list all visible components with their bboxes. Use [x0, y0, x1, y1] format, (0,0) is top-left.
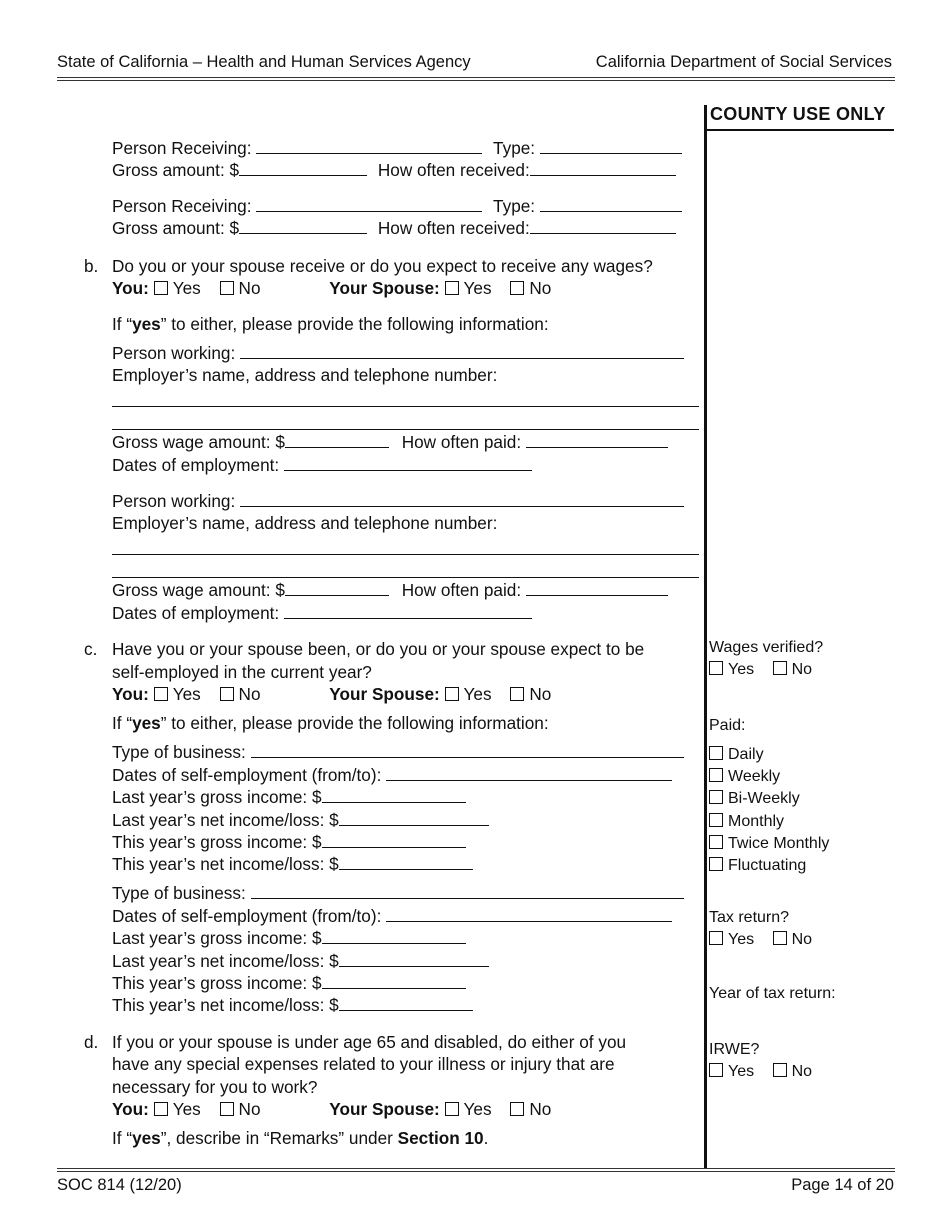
year-of-tax-return-label: Year of tax return:: [709, 985, 836, 1002]
gross-amount-field-1[interactable]: [239, 159, 367, 176]
this-gross-field-1[interactable]: [322, 831, 466, 848]
person-receiving-field-1[interactable]: [256, 137, 482, 154]
paid-weekly: Weekly: [709, 766, 780, 788]
how-often-received-field-2[interactable]: [530, 217, 676, 234]
wages-verified-options: Yes No: [709, 659, 812, 681]
type-business-row-1: Type of business:: [112, 741, 684, 763]
question-d-line-3: necessary for you to work?: [112, 1077, 318, 1097]
how-often-paid-field-2[interactable]: [526, 579, 668, 596]
person-receiving-field-2[interactable]: [256, 195, 482, 212]
department-header: California Department of Social Services: [595, 53, 892, 71]
footer-rule: [57, 1168, 895, 1169]
question-d-letter: d.: [84, 1032, 99, 1052]
type-business-field-1[interactable]: [251, 741, 684, 758]
question-b-answers: You: Yes No Your Spouse: Yes No: [112, 278, 552, 298]
how-often-paid-field-1[interactable]: [526, 431, 668, 448]
question-c-instruction: If “yes” to either, please provide the following information:: [112, 713, 549, 733]
gross-wage-row-2: Gross wage amount: $ How often paid:: [112, 579, 668, 601]
employer-info-line-1a[interactable]: [112, 406, 699, 407]
irwe-label: IRWE?: [709, 1041, 760, 1058]
dates-self-employment-row-2: Dates of self-employment (from/to):: [112, 905, 672, 927]
this-gross-row-1: This year’s gross income: $: [112, 831, 466, 853]
header-rule-2: [57, 80, 895, 81]
last-net-row-1: Last year’s net income/loss: $: [112, 809, 489, 831]
question-d-instruction: If “yes”, describe in “Remarks” under Section 10.: [112, 1128, 489, 1148]
paid-fluctuating-checkbox[interactable]: [709, 857, 723, 871]
b-you-yes-checkbox[interactable]: [154, 281, 168, 295]
dates-employment-row-2: Dates of employment:: [112, 602, 532, 624]
gross-wage-row-1: Gross wage amount: $ How often paid:: [112, 431, 668, 453]
last-net-field-2[interactable]: [339, 950, 489, 967]
this-net-field-1[interactable]: [339, 853, 473, 870]
c-spouse-yes-checkbox[interactable]: [445, 687, 459, 701]
tax-return-no-checkbox[interactable]: [773, 931, 787, 945]
dates-employment-field-2[interactable]: [284, 602, 532, 619]
question-b-text: Do you or your spouse receive or do you expect to receive any wages?: [112, 256, 653, 276]
dates-employment-row-1: Dates of employment:: [112, 454, 532, 476]
form-id: SOC 814 (12/20): [57, 1176, 182, 1194]
gross-amount-field-2[interactable]: [239, 217, 367, 234]
this-net-row-1: This year’s net income/loss: $: [112, 853, 473, 875]
county-title-rule: [707, 129, 894, 131]
c-spouse-no-checkbox[interactable]: [510, 687, 524, 701]
question-c-letter: c.: [84, 639, 98, 659]
county-use-title: COUNTY USE ONLY: [710, 104, 886, 124]
gross-wage-field-2[interactable]: [285, 579, 389, 596]
question-b-instruction: If “yes” to either, please provide the following information:: [112, 314, 549, 334]
question-d-line-1: If you or your spouse is under age 65 and disabled, do either of you: [112, 1032, 627, 1052]
employer-info-line-1b[interactable]: [112, 429, 699, 430]
type-business-field-2[interactable]: [251, 882, 684, 899]
question-d-answers: You: Yes No Your Spouse: Yes No: [112, 1099, 552, 1119]
paid-biweekly-checkbox[interactable]: [709, 790, 723, 804]
type-field-1[interactable]: [540, 137, 682, 154]
wages-verified-no-checkbox[interactable]: [773, 661, 787, 675]
person-working-field-2[interactable]: [240, 490, 684, 507]
paid-twice-monthly: Twice Monthly: [709, 833, 829, 855]
paid-label: Paid:: [709, 717, 746, 734]
page-number: Page 14 of 20: [791, 1176, 894, 1194]
irwe-options: Yes No: [709, 1061, 812, 1083]
gross-amount-row-2: Gross amount: $ How often received:: [112, 217, 676, 239]
gross-wage-field-1[interactable]: [285, 431, 389, 448]
d-you-no-checkbox[interactable]: [220, 1102, 234, 1116]
type-business-row-2: Type of business:: [112, 882, 684, 904]
employer-info-line-2b[interactable]: [112, 577, 699, 578]
person-receiving-row-1: Person Receiving: Type:: [112, 137, 682, 159]
paid-fluctuating: Fluctuating: [709, 855, 806, 877]
this-gross-field-2[interactable]: [322, 972, 466, 989]
d-you-yes-checkbox[interactable]: [154, 1102, 168, 1116]
how-often-received-field-1[interactable]: [530, 159, 676, 176]
paid-biweekly: Bi-Weekly: [709, 788, 800, 810]
c-you-no-checkbox[interactable]: [220, 687, 234, 701]
dates-self-employment-row-1: Dates of self-employment (from/to):: [112, 764, 672, 786]
last-net-row-2: Last year’s net income/loss: $: [112, 950, 489, 972]
paid-twice-monthly-checkbox[interactable]: [709, 835, 723, 849]
question-c-line-2: self-employed in the current year?: [112, 662, 372, 682]
tax-return-options: Yes No: [709, 929, 812, 951]
person-working-row-2: Person working:: [112, 490, 684, 512]
employer-info-line-2a[interactable]: [112, 554, 699, 555]
tax-return-label: Tax return?: [709, 909, 790, 926]
paid-daily-checkbox[interactable]: [709, 746, 723, 760]
b-spouse-yes-checkbox[interactable]: [445, 281, 459, 295]
b-spouse-no-checkbox[interactable]: [510, 281, 524, 295]
employer-info-label-1: Employer’s name, address and telephone number:: [112, 365, 498, 385]
county-column-divider: [704, 105, 707, 1168]
wages-verified-label: Wages verified?: [709, 639, 824, 656]
last-gross-field-1[interactable]: [322, 786, 466, 803]
person-working-row-1: Person working:: [112, 342, 684, 364]
dates-self-employment-field-2[interactable]: [386, 905, 672, 922]
paid-daily: Daily: [709, 744, 764, 766]
question-d-line-2: have any special expenses related to your illness or injury that are: [112, 1054, 615, 1074]
question-c-line-1: Have you or your spouse been, or do you or your spouse expect to be: [112, 639, 645, 659]
last-gross-row-1: Last year’s gross income: $: [112, 786, 466, 808]
question-c-answers: You: Yes No Your Spouse: Yes No: [112, 684, 552, 704]
last-gross-field-2[interactable]: [322, 927, 466, 944]
c-you-yes-checkbox[interactable]: [154, 687, 168, 701]
irwe-yes-checkbox[interactable]: [709, 1063, 723, 1077]
this-net-field-2[interactable]: [339, 994, 473, 1011]
footer-rule-2: [57, 1171, 895, 1172]
irwe-no-checkbox[interactable]: [773, 1063, 787, 1077]
paid-monthly: Monthly: [709, 811, 784, 833]
last-net-field-1[interactable]: [339, 809, 489, 826]
question-b-letter: b.: [84, 256, 99, 276]
this-net-row-2: This year’s net income/loss: $: [112, 994, 473, 1016]
d-spouse-no-checkbox[interactable]: [510, 1102, 524, 1116]
person-receiving-row-2: Person Receiving: Type:: [112, 195, 682, 217]
last-gross-row-2: Last year’s gross income: $: [112, 927, 466, 949]
header-rule: [57, 77, 895, 78]
agency-header: State of California – Health and Human Services Agency: [57, 53, 471, 71]
this-gross-row-2: This year’s gross income: $: [112, 972, 466, 994]
d-spouse-yes-checkbox[interactable]: [445, 1102, 459, 1116]
dates-employment-field-1[interactable]: [284, 454, 532, 471]
paid-monthly-checkbox[interactable]: [709, 813, 723, 827]
type-field-2[interactable]: [540, 195, 682, 212]
b-you-no-checkbox[interactable]: [220, 281, 234, 295]
tax-return-yes-checkbox[interactable]: [709, 931, 723, 945]
gross-amount-row-1: Gross amount: $ How often received:: [112, 159, 676, 181]
paid-weekly-checkbox[interactable]: [709, 768, 723, 782]
employer-info-label-2: Employer’s name, address and telephone number:: [112, 513, 498, 533]
wages-verified-yes-checkbox[interactable]: [709, 661, 723, 675]
dates-self-employment-field-1[interactable]: [386, 764, 672, 781]
person-working-field-1[interactable]: [240, 342, 684, 359]
